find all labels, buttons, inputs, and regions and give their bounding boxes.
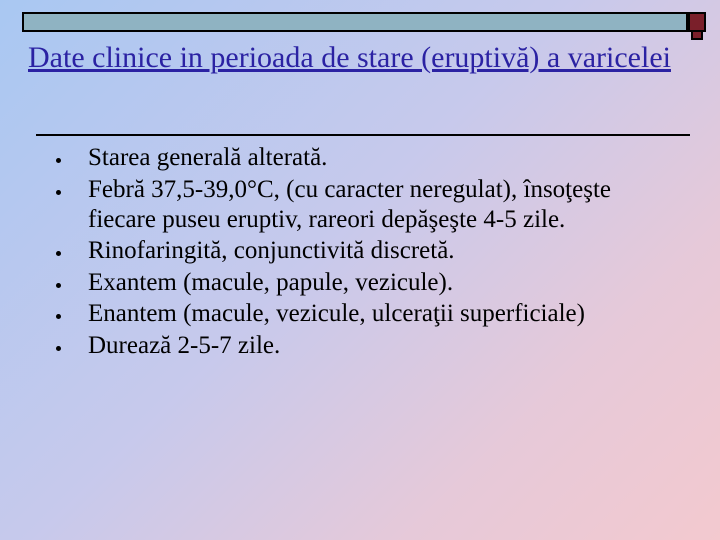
list-item-text: Enantem (macule, vezicule, ulceraţii superficiale) <box>88 300 585 327</box>
bullet-icon <box>56 251 61 256</box>
list-item <box>52 299 672 329</box>
bullet-icon <box>56 346 61 351</box>
list-item-text: Exantem (macule, papule, vezicule). <box>88 268 454 296</box>
list-item-text: Durează 2-5-7 zile. <box>88 331 281 359</box>
bullet-icon <box>56 283 61 288</box>
list-item-text: Starea generală alterată. <box>88 144 328 171</box>
list-item-text: Febră 37,5-39,0°C, (cu caracter neregulat), însoţeşte fiecare puseu eruptiv, rareori depăşeşte 4-5 zile. <box>88 175 611 233</box>
slide-title: Date clinice in perioada de stare (eruptivă) a varicelei <box>28 41 671 74</box>
list-item <box>52 331 672 361</box>
decorative-top-bar <box>22 12 688 32</box>
list-item <box>52 268 672 298</box>
bullet-list <box>52 143 672 362</box>
list-item-text: Rinofaringită, conjunctivită discretă. <box>88 237 455 264</box>
list-item <box>52 143 672 173</box>
bullet-icon <box>56 190 61 195</box>
bullet-icon <box>56 314 61 319</box>
title-divider <box>36 134 690 136</box>
list-item <box>52 236 672 266</box>
list-item <box>52 175 672 235</box>
decorative-corner-box <box>688 12 706 32</box>
bullet-icon <box>56 158 61 163</box>
decorative-corner-box-small <box>691 30 703 40</box>
